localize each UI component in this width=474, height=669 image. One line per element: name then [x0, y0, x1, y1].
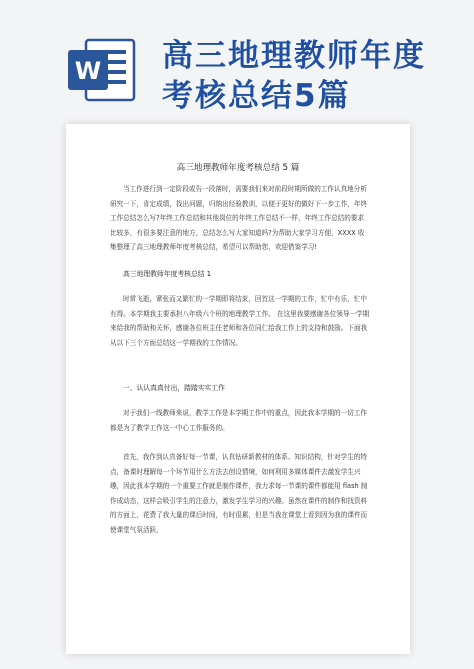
paragraph-3: 首先，我作到认真备好每一节课，认真钻研新教材的体系、知识结构，针对学生的特点，备课时理解每一个环节用什么方法去创设情境，如何利用多媒体课件去激发学生兴趣，因此我本学期的一个重要工作就是制作课件，我力求每一节课的课件都能用 flash 制作成动态，这样会吸引学生的注意力，激发学生学习的兴趣。虽然在课件的制作和找资料的方面上，花费了我大量的课后时间，有时很累，但是当我在课堂上看到因为我的课件而使课堂气氛活跃，: [110, 453, 368, 534]
heading-1: 一、认认真真付出，踏踏实实工作: [123, 384, 225, 392]
paragraph-1: 时常飞逝，紧张而又繁忙的一学期即将结束，回首这一学期的工作，忙中有乐，忙中有得。本学期我主要承担八年级六个班的地理教学工作。 在这里我要感谢各位领导一学期来给我的帮助和关怀，感谢各位班主任老师和各位同仁给我工作上的支持和鼓励。下面我从以下三个方面总结这一学期我的工作情况。: [110, 295, 370, 347]
section-1-title: 高三地理教师年度考核总结 1: [123, 270, 212, 278]
header-banner: [0, 0, 474, 120]
document-page: [66, 124, 410, 654]
banner-title-line-2: 考核总结5篇: [162, 78, 351, 114]
banner-title-line-1: 高三地理教师年度: [162, 38, 426, 74]
intro-paragraph: 当工作进行到一定阶段或告一段落时，需要我们来对前段时期所做的工作认真地分析研究一下，肯定成绩，找出问题，归纳出经验教训，以便于更好的做好下一步工作，年终工作总结怎么写?年终工作总结和其他岗位的年终工作总结不一样，年终工作总结的要求比较多，有很多要注意的地方，总结怎么写大家知道吗?为帮助大家学习方便，XXXX 收集整理了高三地理教师年度考核总结，希望可以帮助您，欢迎借鉴学习!: [110, 185, 368, 252]
document-title: 高三地理教师年度考核总结 5 篇: [176, 163, 300, 173]
paragraph-2: 对于我们一线教师来说，教学工作是本学期工作中的重点，因此我本学期的一切工作都是为了教学工作这一中心工作服务的。: [110, 409, 367, 432]
word-document-icon: [64, 34, 138, 106]
word-icon-letter: W: [74, 57, 102, 85]
